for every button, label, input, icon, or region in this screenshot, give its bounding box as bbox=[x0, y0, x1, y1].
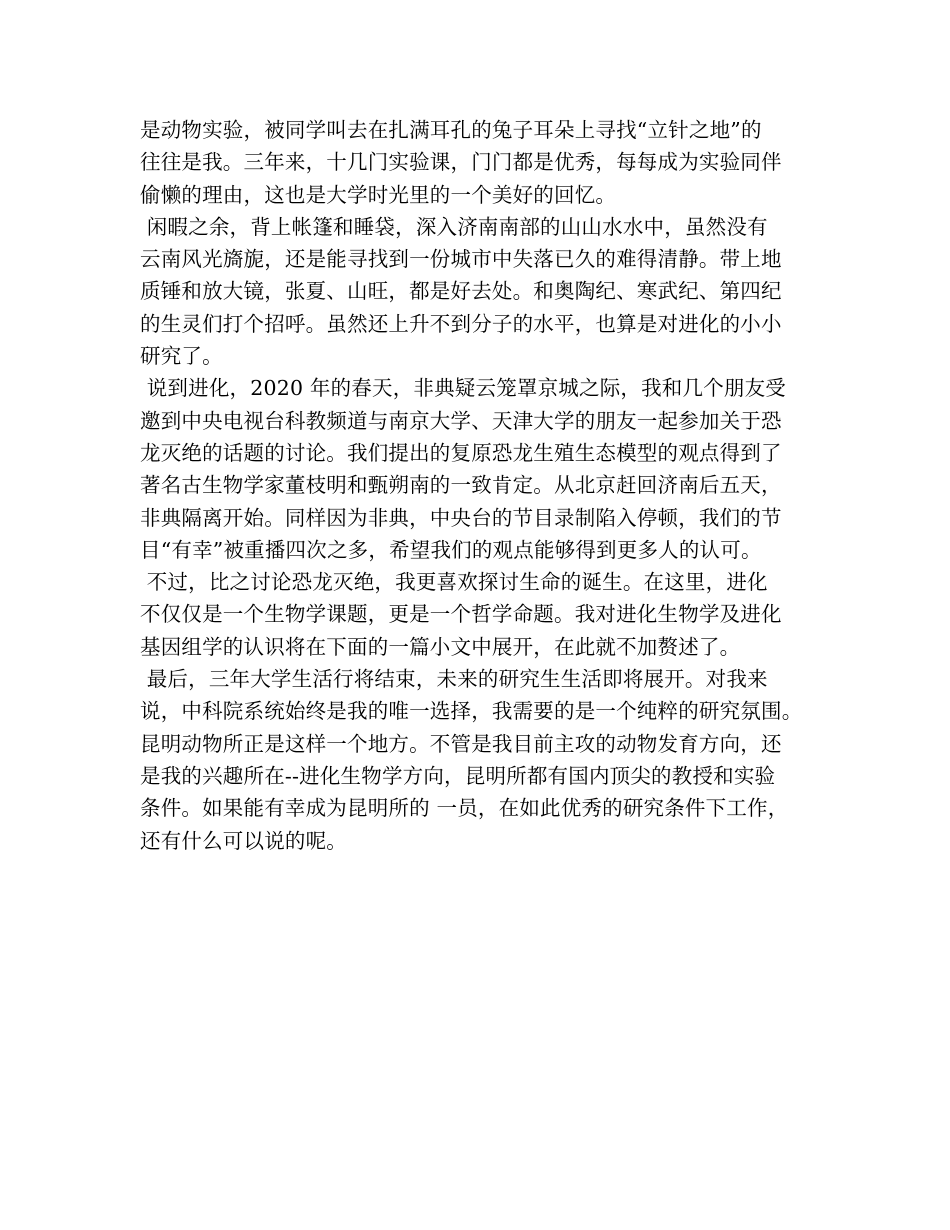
text-line: 目“有幸”被重播四次之多，希望我们的观点能够得到更多人的认可。 bbox=[140, 537, 762, 562]
text-line: 云南风光旖旎，还是能寻找到一份城市中失落已久的难得清静。带上地 bbox=[140, 247, 782, 272]
text-line: 研究了。 bbox=[140, 344, 223, 369]
text-line: 偷懒的理由，这也是大学时光里的一个美好的回忆。 bbox=[140, 182, 617, 207]
text-line: 是动物实验，被同学叫去在扎满耳孔的兔子耳朵上寻找“立针之地”的 bbox=[140, 118, 762, 142]
text-line: 非典隔离开始。同样因为非典，中央台的节目录制陷入停顿，我们的节 bbox=[140, 505, 782, 530]
text-line: 闲暇之余，背上帐篷和睡袋，深入济南南部的山山水水中，虽然没有 bbox=[140, 214, 768, 239]
text-line: 是我的兴趣所在--进化生物学方向，昆明所都有国内顶尖的教授和实验 bbox=[140, 763, 776, 788]
text-line: 不仅仅是一个生物学课题，更是一个哲学命题。我对进化生物学及进化 bbox=[140, 602, 782, 627]
text-line: 还有什么可以说的呢。 bbox=[140, 828, 347, 853]
text-line: 说到进化，2020 年的春天，非典疑云笼罩京城之际，我和几个朋友受 bbox=[140, 376, 787, 401]
text-line: 著名古生物学家董枝明和甄朔南的一致肯定。从北京赶回济南后五天， bbox=[140, 473, 782, 498]
text-line: 条件。如果能有幸成为昆明所的 一员，在如此优秀的研究条件下工作， bbox=[140, 796, 789, 821]
body-text bbox=[140, 114, 830, 857]
text-line: 最后，三年大学生活行将结束，未来的研究生生活即将展开。对我来 bbox=[140, 667, 768, 692]
text-line: 往往是我。三年来，十几门实验课，门门都是优秀，每每成为实验同伴 bbox=[140, 150, 782, 175]
text-line: 不过，比之讨论恐龙灭绝，我更喜欢探讨生命的诞生。在这里，进化 bbox=[140, 570, 768, 595]
text-line: 说，中科院系统始终是我的唯一选择，我需要的是一个纯粹的研究氛围。 bbox=[140, 699, 803, 724]
text-line: 质锤和放大镜，张夏、山旺，都是好去处。和奥陶纪、寒武纪、第四纪 bbox=[140, 279, 782, 304]
text-line: 基因组学的认识将在下面的一篇小文中展开，在此就不加赘述了。 bbox=[140, 634, 741, 659]
text-line: 的生灵们打个招呼。虽然还上升不到分子的水平，也算是对进化的小小 bbox=[140, 311, 782, 336]
text-line: 邀到中央电视台科教频道与南京大学、天津大学的朋友一起参加关于恐 bbox=[140, 408, 782, 433]
text-line: 昆明动物所正是这样一个地方。不管是我目前主攻的动物发育方向，还 bbox=[140, 731, 782, 756]
text-line: 龙灭绝的话题的讨论。我们提出的复原恐龙生殖生态模型的观点得到了 bbox=[140, 440, 782, 465]
